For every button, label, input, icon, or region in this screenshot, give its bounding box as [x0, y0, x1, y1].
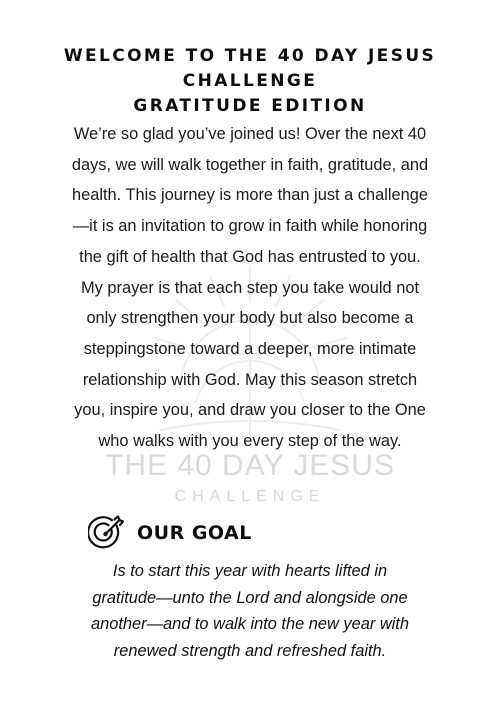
intro-line: the gift of health that God has entrusted to you.: [79, 247, 421, 266]
page-title: [0, 44, 500, 119]
goal-line: Is to start this year with hearts lifted in: [112, 562, 388, 580]
intro-paragraph: [22, 119, 478, 457]
intro-line: We’re so glad you’ve joined us! Over the next 40: [73, 125, 427, 143]
intro-line: who walks with you every step of the way.: [98, 432, 402, 451]
title-line-3: GRATITUDE EDITION: [133, 96, 367, 116]
intro-line: My prayer is that each step you take would not: [80, 278, 419, 297]
intro-line: steppingstone toward a deeper, more intimate: [83, 339, 417, 358]
goal-line: another—and to walk into the new year with: [91, 615, 409, 633]
goal-statement: [20, 558, 480, 664]
intro-line: you, inspire you, and draw you closer to the One: [74, 401, 426, 420]
goal-line: renewed strength and refreshed faith.: [113, 641, 387, 660]
target-arrow-icon: [88, 514, 126, 552]
goal-heading: OUR GOAL: [137, 522, 252, 544]
intro-line: health. This journey is more than just a challenge: [72, 186, 428, 205]
intro-line: relationship with God. May this season stretch: [82, 370, 418, 389]
intro-line: only strengthen your body but also become a: [86, 309, 414, 328]
title-line-1: WELCOME TO THE 40 DAY JESUS: [63, 46, 437, 66]
intro-line: days, we will walk together in faith, gratitude, and: [71, 155, 429, 174]
watermark-title: THE 40 DAY JESUS: [105, 449, 395, 482]
intro-line: —it is an invitation to grow in faith while honoring: [72, 217, 428, 236]
title-line-2: CHALLENGE: [182, 71, 318, 91]
watermark-subtitle: CHALLENGE: [174, 488, 326, 505]
goal-line: gratitude—unto the Lord and alongside one: [92, 588, 408, 607]
